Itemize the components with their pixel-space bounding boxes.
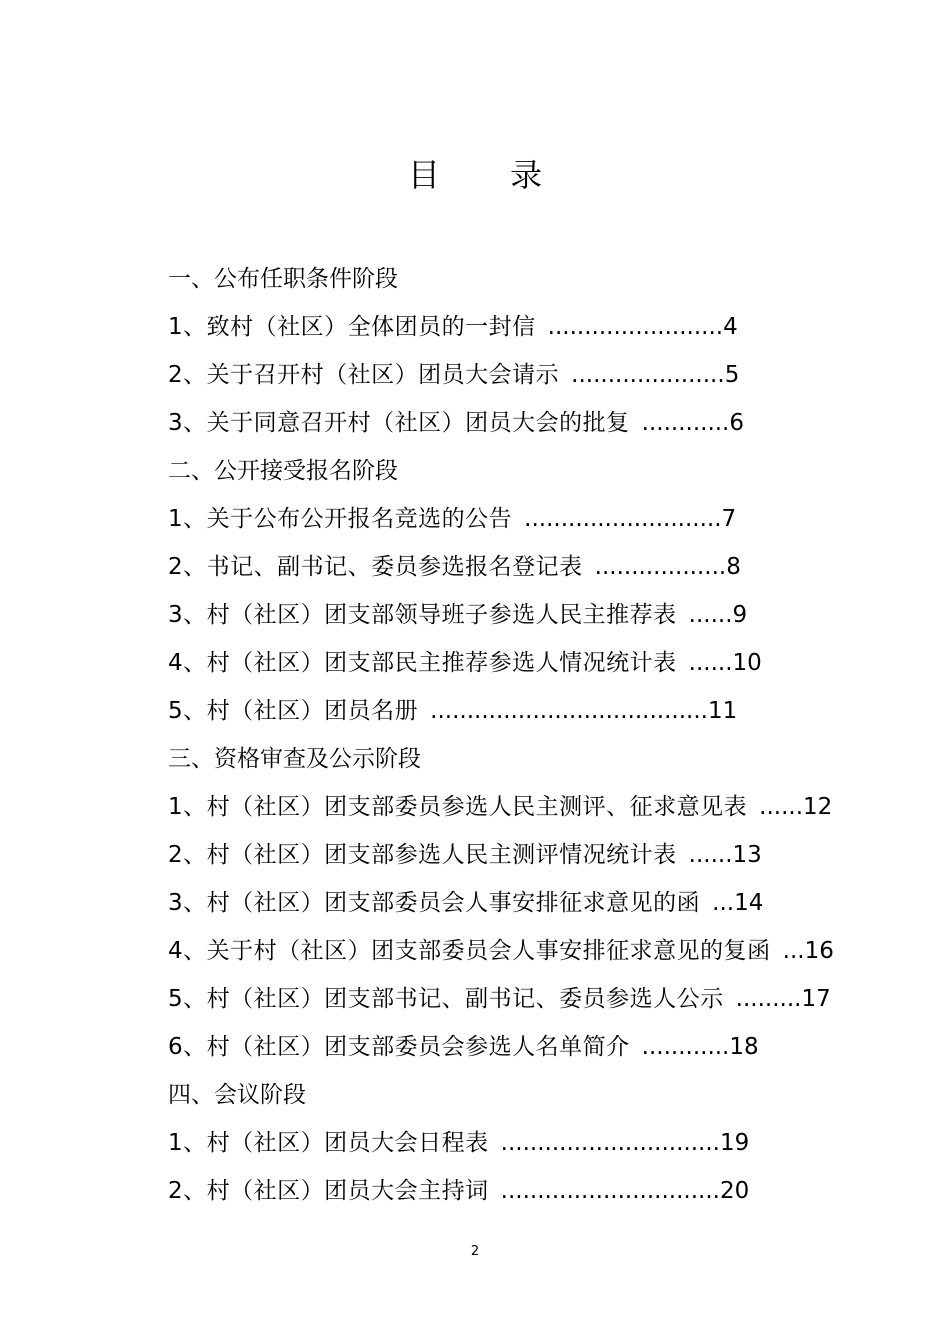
toc-leader-dots: ...: [782, 938, 805, 964]
toc-page-number: 8: [726, 554, 741, 580]
toc-entry-title: 4、村（社区）团支部民主推荐参选人情况统计表: [168, 650, 677, 676]
toc-page-number: 6: [729, 410, 745, 436]
toc-entry-title: 2、书记、副书记、委员参选报名登记表: [168, 554, 583, 580]
toc-leader-dots: ......: [688, 650, 733, 676]
toc-leader-dots: ......................................: [430, 698, 708, 724]
toc-leader-dots: ..................: [594, 554, 727, 580]
toc-entry-title: 1、致村（社区）全体团员的一封信: [168, 314, 536, 340]
toc-entry[interactable]: [168, 399, 788, 447]
toc-leader-dots: ........................: [547, 314, 724, 340]
toc-page-number: 20: [719, 1178, 750, 1204]
toc-page-number: 10: [732, 650, 762, 676]
toc-entry[interactable]: [168, 543, 788, 591]
toc-leader-dots: ...: [712, 890, 735, 916]
toc-page-number: 16: [804, 938, 834, 964]
toc-entry[interactable]: [168, 1167, 788, 1215]
toc-entry[interactable]: [168, 879, 788, 927]
toc-page-number: 19: [719, 1130, 750, 1156]
toc-section-title: 二、公开接受报名阶段: [168, 458, 398, 484]
toc-leader-dots: ......: [759, 794, 804, 820]
toc-entry-title: 2、村（社区）团支部参选人民主测评情况统计表: [168, 842, 677, 868]
page-title: 目 录: [407, 156, 573, 194]
toc-entry[interactable]: [168, 1023, 788, 1071]
toc-entry[interactable]: [168, 927, 834, 975]
toc-entry[interactable]: [168, 1119, 788, 1167]
toc-leader-dots: ......: [688, 842, 733, 868]
toc-entry-title: 6、村（社区）团支部委员会参选人名单简介: [168, 1034, 630, 1060]
toc-entry[interactable]: [168, 783, 833, 831]
toc-entry-title: 5、村（社区）团支部书记、副书记、委员参选人公示: [168, 986, 724, 1012]
toc-leader-dots: ............: [641, 410, 730, 436]
toc-page-number: 13: [732, 842, 762, 868]
toc-entry[interactable]: [168, 351, 788, 399]
toc-entry[interactable]: [168, 831, 788, 879]
toc-entry[interactable]: [168, 591, 788, 639]
toc-leader-dots: ..............................: [500, 1178, 720, 1204]
toc-page-number: 11: [707, 698, 738, 724]
toc-leader-dots: ...........................: [524, 506, 722, 532]
toc-entry-title: 1、村（社区）团员大会日程表: [168, 1130, 489, 1156]
toc-page-number: 14: [734, 890, 764, 916]
toc-section-title: 三、资格审查及公示阶段: [168, 746, 421, 772]
toc-section-heading: [168, 447, 788, 495]
toc-entry-title: 4、关于村（社区）团支部委员会人事安排征求意见的复函: [168, 938, 771, 964]
toc-leader-dots: .........: [735, 986, 802, 1012]
toc-page-number: 4: [723, 314, 738, 340]
toc-section-heading: [168, 1071, 788, 1119]
toc-entry[interactable]: [168, 303, 788, 351]
toc-entry-title: 3、村（社区）团支部领导班子参选人民主推荐表: [168, 602, 677, 628]
toc-entry-title: 2、关于召开村（社区）团员大会请示: [168, 362, 560, 388]
toc-entry[interactable]: [168, 687, 788, 735]
table-of-contents: [168, 255, 834, 1215]
toc-entry-title: 5、村（社区）团员名册: [168, 698, 419, 724]
toc-entry-title: 3、村（社区）团支部委员会人事安排征求意见的函: [168, 890, 701, 916]
toc-page-number: 9: [732, 602, 748, 628]
toc-page-number: 7: [721, 506, 737, 532]
toc-section-heading: [168, 735, 788, 783]
toc-page-number: 18: [729, 1034, 759, 1060]
toc-entry-title: 2、村（社区）团员大会主持词: [168, 1178, 489, 1204]
toc-entry[interactable]: [168, 975, 831, 1023]
toc-page-number: 12: [803, 794, 833, 820]
toc-section-heading: [168, 255, 788, 303]
toc-leader-dots: ............: [641, 1034, 730, 1060]
toc-entry-title: 3、关于同意召开村（社区）团员大会的批复: [168, 410, 630, 436]
toc-entry-title: 1、村（社区）团支部委员参选人民主测评、征求意见表: [168, 794, 748, 820]
toc-entry[interactable]: [168, 495, 788, 543]
toc-entry[interactable]: [168, 639, 788, 687]
toc-page-number: 5: [724, 362, 740, 388]
toc-leader-dots: ......: [688, 602, 733, 628]
toc-entry-title: 1、关于公布公开报名竞选的公告: [168, 506, 513, 532]
toc-page-number: 17: [801, 986, 831, 1012]
page-number: 2: [470, 1244, 480, 1259]
toc-leader-dots: .....................: [571, 362, 725, 388]
toc-leader-dots: ..............................: [500, 1130, 720, 1156]
toc-section-title: 一、公布任职条件阶段: [168, 266, 398, 292]
toc-section-title: 四、会议阶段: [168, 1082, 306, 1108]
